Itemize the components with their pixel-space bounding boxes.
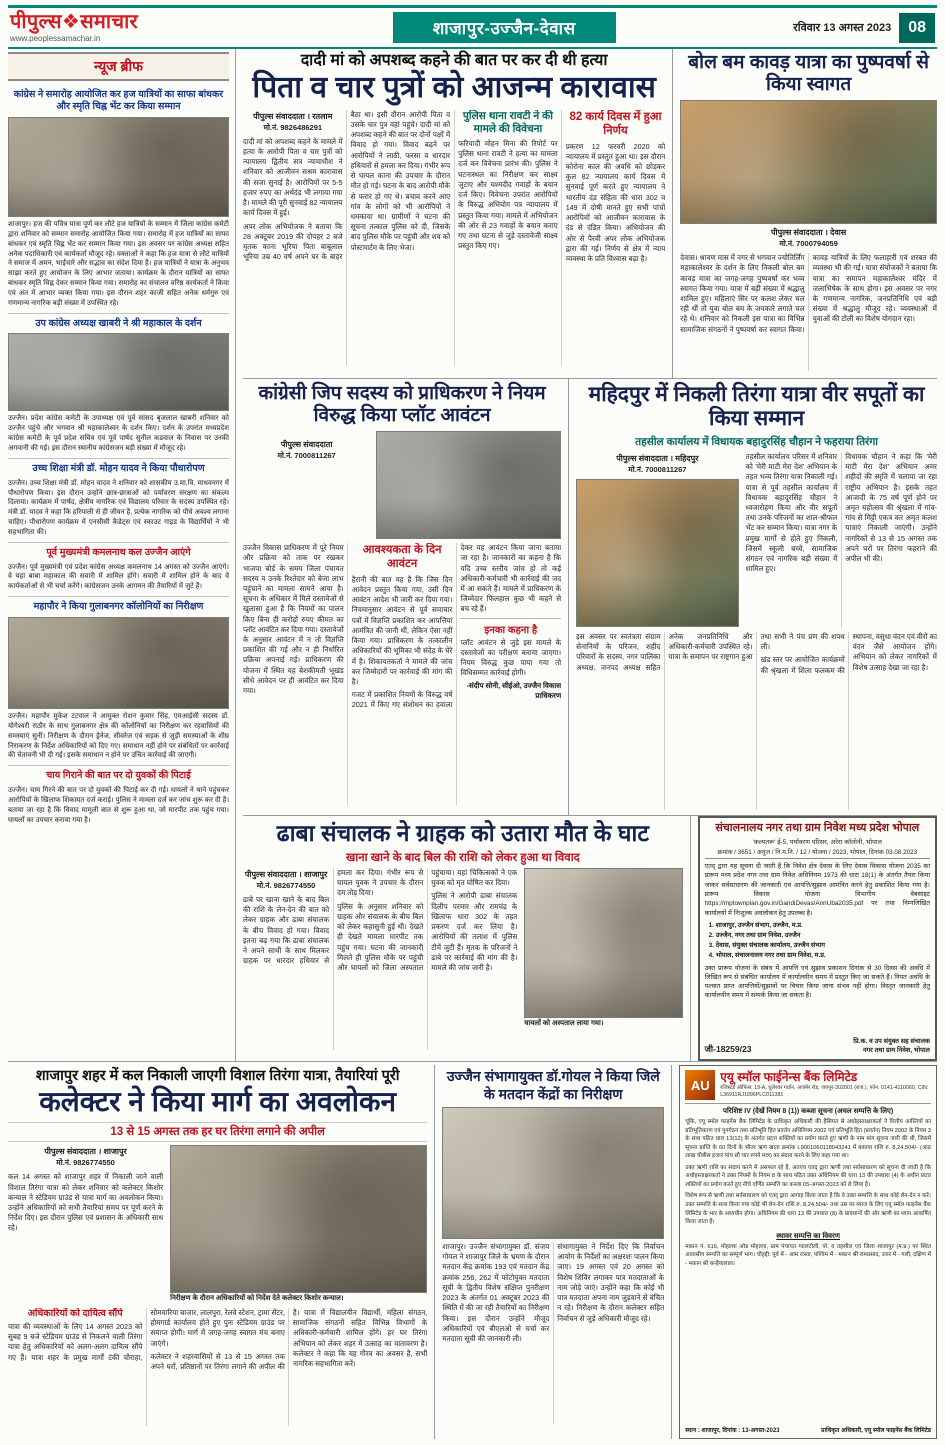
article-headline: कलेक्टर ने किया मार्ग का अवलोकन	[39, 1085, 397, 1117]
ad-registered-office: रजिस्टर्ड ऑफिस: 19-A, धुलेश्वर गार्डन, अजमेर रोड, जयपुर-302001 (राज.), फोन: 0141-4110060, CIN: L36911RJ1996PLC011381	[720, 1085, 929, 1099]
brief-heading: महापौर ने किया गुलाबनगर कॉलोनियों का निरीक्षण	[33, 601, 204, 613]
bottom-section	[8, 1061, 937, 1439]
article-kicker: दादी मां को अपशब्द कहने की बात पर कर दी थी हत्या	[300, 52, 608, 69]
notice-office-item: 1. शाजापुर, उज्जैन संभाग, उज्जैन, म.प्र.	[708, 921, 803, 929]
notice-body: एतद् द्वारा यह सूचना दी जाती है कि निवेश क्षेत्र देवास के लिए देवास विकास योजना 2035 का प्रारूप मध्य प्रदेश नगर तथा ग्राम निवेश अधिनियम 1973 की धारा 18(1) के अंतर्गत तैयार किया जाकर सर्वसाधारण की जानकारी एवं आपत्ति/सुझाव आमंत्रित करने हेतु प्रकाशित किया गया है। प्रारूप विकास योजना विभागीय वेबसाइट https://mptownplan.gov.in/GandiDevas/AnnUba2035.pdf पर तथा निम्नलिखित कार्यालयों में निःशुल्क अवलोकन हेतु उपलब्ध है।	[704, 863, 930, 917]
photo-column	[576, 452, 738, 628]
ad-place-date: स्थान : शाजापुर, दिनांक : 13-अगस्त-2023	[685, 1428, 780, 1434]
article-kicker: शाजापुर शहर में कल निकाली जाएगी विशाल तिरंगा यात्रा, तैयारियां पूरी	[35, 1068, 400, 1084]
body-paragraph: अपर लोक अभियोजक ने बताया कि 28 अक्टूबर 2019 की दोपहर 2 बजे मृतक काना भूरिया पिता बाबूलाल भूरिया उम्र 40 वर्ष अपने घर के बाहर बैठा था। इसी दौरान आरोपी पिता व उसके चार पुत्र वहां पहुंचे। दादी मां को अपशब्द कहने की बात पर दोनों पक्षों में विवाद हो गया। विवाद बढ़ने पर आरोपियों ने लाठी, फरसा व धारदार हथियारों से हमला कर दिया। गंभीर रूप से घायल काना की उपचार के दौरान मौत हो गई। घटना के बाद आरोपी मौके से फरार हो गए थे। बचाव करने आए गांव के लोगों को भी आरोपियों ने धमकाया था। ग्रामीणों ने घटना की सूचना तत्काल पुलिस को दी, जिसके बाद पुलिस मौके पर पहुंची और शव को पोस्टमार्टम के लिए भेजा।	[243, 109, 451, 262]
article-headline: कांग्रेसी जिप सदस्य को प्राधिकरण ने नियम विरुद्ध किया प्लॉट आवंटन	[258, 383, 546, 427]
article-headline: उज्जैन संभागायुक्त डॉ.गोयल ने किया जिले के मतदान केंद्रों का निरीक्षण	[446, 1068, 660, 1102]
body-paragraph: कलेक्टर ने शहरवासियों से 13 से 15 अगस्त तक अपने घरों, प्रतिष्ठानों पर तिरंगा लगाने की अपील की है। यात्रा में विद्यालयीन विद्यार्थी, महिला संगठन, सामाजिक संगठनों सहित विभिन्न विभागों के अधिकारी-कर्मचारी शामिल होंगे। हर घर तिरंगा अभियान को लेकर शहर में उत्साह का वातावरण है। कलेक्टर ने कहा कि यह गौरव का अवसर है, सभी नागरिक सहभागिता करें।	[150, 1308, 428, 1372]
article-headline: ढाबा संचालक ने ग्राहक को उतारा मौत के घाट	[276, 820, 649, 846]
body-paragraph: फरियादी मोहन मिना की रिपोर्ट पर पुलिस थाना रावटी ने हत्या का मामला दर्ज कर विवेचना प्रारंभ की। पुलिस ने घटनास्थल का निरीक्षण कर साक्ष्य जुटाए और चश्मदीद गवाहों के बयान दर्ज किए। विवेचना उपरांत आरोपियों के विरुद्ध अभियोग पत्र न्यायालय में प्रस्तुत किया गया। मामले में अभियोजन की ओर से 23 गवाहों के बयान कराए गए तथा घटना से जुड़े दस्तावेजी साक्ष्य प्रस्तुत किए गए।	[458, 139, 558, 251]
ad-property-description: मकान नं. 616, मोहल्ला ओड मोहल्ला, ग्राम पंचायत ग्वालटोली, पो. व तहसील एवं जिला शाजापुर (म.प्र.) पर स्थित आवासीय सम्पत्ति का सम्पूर्ण भाग। चौहद्दी: पूर्व में - आम रास्ता, पश्चिम में - मकान श्री रामप्रसाद, उत्तर में - गली, दक्षिण में - मकान श्री कन्हैयालाल।	[685, 1243, 931, 1267]
article-top-block	[576, 452, 937, 628]
byline-agency: पीपुल्स संवाददाता । शाजापुर	[244, 870, 328, 880]
brief-heading: उच्च शिक्षा मंत्री डॉ. मोहन यादव ने किया पौधारोपण	[32, 463, 205, 475]
byline-agency: पीपुल्स संवाददाता । शाजापुर	[44, 1147, 127, 1157]
masthead	[8, 5, 937, 49]
byline	[8, 1146, 163, 1168]
body-paragraph: पुलिस के अनुसार शनिवार को ग्राहक और संचालक के बीच बिल को लेकर कहासुनी हुई थी। देखते ही देखते मामला मारपीट तक पहुंच गया। घटना की जानकारी मिलते ही पुलिस मौके पर पहुंची और घायलों को जिला अस्पताल पहुंचाया। यहां चिकित्सकों ने एक युवक को मृत घोषित कर दिया।	[337, 868, 518, 973]
public-notice-box	[698, 816, 937, 1061]
brief-body: उज्जैन। उच्च शिक्षा मंत्री डॉ. मोहन यादव ने शनिवार को शासकीय उ.मा.वि. माधवनगर में पौधारोपण किया। इस दौरान उन्होंने छात्र-छात्राओं को पर्यावरण संरक्षण का संकल्प दिलाया। कार्यक्रम में पार्षद, क्षेत्रीय नागरिक एवं विद्यालय परिवार के सदस्य उपस्थित रहे। मंत्री डॉ. यादव ने कहा कि हरियाली से ही जीवन है, प्रत्येक नागरिक को पौधे अवश्य लगाना चाहिए। पौधारोपण कार्यक्रम में एनसीसी कैडेट्स एवं स्काउट गाइड के विद्यार्थियों ने भी सहभागिता की।	[8, 479, 229, 537]
page-number: 08	[899, 13, 935, 43]
article-plot-avantan	[243, 379, 569, 815]
brief-item-haj-samman	[8, 85, 229, 314]
body-paragraph: विधायक चौहान ने कहा कि 'मेरी माटी मेरा देश' अभियान अमर शहीदों की स्मृति में चलाया जा रहा राष्ट्रीय अभियान है। इसके तहत आजादी के 75 वर्ष पूर्ण होने पर अमृत महोत्सव की श्रृंखला में गांव-गांव से मिट्टी एकत्र कर अमृत कलश यात्राएं निकाली जाएंगी। उन्होंने नागरिकों से 13 से 15 अगस्त तक अपने घरों पर तिरंगा फहराने की अपील भी की।	[845, 451, 937, 564]
ad-signatory: प्राधिकृत अधिकारी, एयू स्मॉल फाइनेंस बैंक लिमिटेड	[821, 1428, 931, 1434]
body-paragraph: पुलिस ने आरोपी ढाबा संचालक दिलीप परमार और रामचंद्र के खिलाफ धारा 302 के तहत प्रकरण दर्ज कर लिया है। आरोपियों की तलाश में पुलिस टीमें जुटी हैं। मृतक के परिजनों ने ढाबे पर कार्रवाई की मांग की है। मामले की जांच जारी है।	[431, 891, 518, 973]
article-subhead: आवश्यकता के दिन आवंटन	[362, 544, 442, 571]
ad-footer	[685, 1424, 931, 1434]
brief-body: उज्जैन। प्रदेश कांग्रेस कमेटी के उपाध्यक्ष एवं पूर्व सांसद बृजलाल खाबरी शनिवार को उज्जैन पहुंचे और भगवान श्री महाकालेश्वर के दर्शन किए। दर्शन के उपरांत मध्यप्रदेश कांग्रेस कमेटी के पूर्व प्रदेश सचिव एवं पूर्व पार्षद सुनील कडवाल के निवास पर उनकी अगवानी की गई। इस दौरान स्थानीय कांग्रेसजन बड़ी संख्या में मौजूद रहे।	[8, 415, 229, 453]
body-paragraph: इस अवसर पर स्वतंत्रता संग्राम सेनानियों के परिजन, शहीद परिवारों के सदस्य, नगर पालिका अध्यक्ष, जनपद अध्यक्ष सहित अनेक जनप्रतिनिधि और अधिकारी-कर्मचारी उपस्थित रहे। यात्रा के समापन पर राष्ट्रगान हुआ तथा सभी ने पंच प्रण की शपथ ली।	[576, 631, 845, 672]
byline-phone: मो.नं. 9826774550	[256, 881, 316, 891]
notice-header: संचालनालय नगर तथा ग्राम निवेश मध्य प्रदेश भोपाल	[715, 822, 920, 834]
byline	[680, 227, 937, 249]
photo-mahapaur-nirikshan	[8, 617, 229, 709]
photo-column	[524, 868, 682, 1050]
photo-collector-nirikshan	[170, 1145, 427, 1293]
body-paragraph: शाजापुर। उज्जैन संभागायुक्त डॉ. संजय गोयल ने शाजापुर जिले के भ्रमण के दौरान मतदान केंद्र क्रमांक 193 एवं मतदान केंद्र क्रमांक 256, 262 में फोटोयुक्त मतदाता सूची के द्वितीय विशेष संक्षिप्त पुनरीक्षण 2023 के अंतर्गत 01 अक्टूबर 2023 की स्थिति में की जा रही तैयारियों का निरीक्षण किया। इस दौरान उन्होंने मौजूद अधिकारियों एवं बीएलओ से चर्चा कर मतदाता सूची की जानकारी ली।	[442, 1242, 550, 1343]
body-paragraph: प्रकरण 12 फरवरी 2020 को न्यायालय में प्रस्तुत हुआ था। इस दौरान कोरोना काल की अवधि को छोड़कर कुल 82 न्यायालय कार्य दिवस में सुनवाई पूर्ण करते हुए न्यायालय ने भारतीय दंड संहिता की धारा 302 व 149 में दोषी मानते हुए सभी पांचों आरोपियों को आजीवन कारावास के दंड से दंडित किया। अभियोजन की ओर से पैरवी अपर लोक अभियोजक द्वारा की गई। निर्णय से क्षेत्र में न्याय व्यवस्था के प्रति विश्वास बढ़ा है।	[565, 141, 666, 263]
edition-region-band: शाजापुर-उज्जैन-देवास	[393, 12, 616, 43]
article-subhead: 82 कार्य दिवस में हुआ निर्णय	[569, 110, 662, 138]
main-column	[236, 49, 937, 1061]
news-brief-column	[8, 49, 236, 1061]
byline-phone: मो.नं. 7000794059	[779, 239, 838, 249]
body-paragraph: तहसील कार्यालय परिसर में शनिवार को 'मेरी माटी मेरा देश' अभियान के तहत भव्य तिरंगा यात्रा निकाली गई। यात्रा से पूर्व तहसील कार्यालय में विधायक बहादुरसिंह चौहान ने ध्वजारोहण किया और वीर सपूतों तथा उनके परिजनों का शाल-श्रीफल भेंट कर सम्मान किया। यात्रा नगर के प्रमुख मार्गों से होते हुए निकली, जिसमें स्कूली बच्चे, सामाजिक संगठन एवं नागरिक बड़ी संख्या में शामिल हुए।	[745, 451, 838, 574]
byline-agency: पीपुल्स संवाददाता । देवास	[770, 228, 847, 238]
byline-agency: पीपुल्स संवाददाता । महिदपुर	[616, 453, 699, 463]
ad-body: विशेष रूप से ऋणी तथा सर्वसाधारण को एतद् द्वारा आगाह किया जाता है कि वे उक्त सम्पत्ति के साथ कोई लेन-देन न करें। उक्त सम्पत्ति के साथ किया गया कोई भी लेन-देन राशि रु. 8,24,504/- तथा उस पर ब्याज के लिए एयू स्मॉल फाइनेंस बैंक लिमिटेड के भार के अध्यधीन होगा। अधिनियम की धारा 13 की उपधारा (8) के प्रावधानों की ओर ऋणी का ध्यान आकर्षित किया जाता है।	[685, 1193, 931, 1226]
photo-hospital	[524, 868, 682, 1018]
quote-text: प्लॉट आवंटन से जुड़े इस मामले के दस्तावेजों का परीक्षण कराया जाएगा। नियम विरुद्ध कुछ पाया गया तो विधिसम्मत कार्रवाई होगी।	[460, 637, 562, 678]
date-block	[793, 13, 935, 43]
article-body	[243, 110, 665, 366]
article-body-continued	[8, 1308, 427, 1426]
brief-heading: उप कांग्रेस अध्यक्ष खाबरी ने श्री महाकाल के दर्शन	[35, 318, 202, 330]
ad-header	[685, 1070, 931, 1104]
article-dhaba-hatya	[243, 816, 691, 1061]
article-headline: पिता व चार पुत्रों को आजन्म कारावास	[252, 71, 656, 105]
issue-date: रविवार 13 अगस्त 2023	[793, 22, 892, 34]
article-ajanm-karavas	[243, 49, 673, 378]
article-subhead: 13 से 15 अगस्त तक हर घर तिरंगा लगाने की अपील	[8, 1122, 427, 1142]
photo-caption: घायलों को अस्पताल लाया गया।	[524, 1020, 604, 1028]
article-body	[243, 543, 561, 805]
newspaper-url: www.peoplessamachar.in	[10, 34, 101, 43]
article-body	[243, 868, 517, 1050]
bank-possession-notice-ad	[679, 1065, 937, 1439]
brief-body: उज्जैन। महापौर मुकेश टटवाल ने आयुक्त रोशन कुमार सिंह, एमआईसी सदस्य डॉ. योगेश्वरी राठौर के साथ गुलाबनगर क्षेत्र की कॉलोनियों का निरीक्षण कर रहवासियों की समस्याएं सुनीं। निरीक्षण के दौरान ड्रेनेज, सीवरेज एवं सड़क से जुड़ी समस्याओं के शीघ्र निराकरण के निर्देश अधिकारियों को दिए गए। समाधान नहीं होने पर संबंधितों पर कार्रवाई की चेतावनी भी दी गई। इसके समाधान न होने पर उचित कार्रवाई की जाएगी।	[8, 712, 229, 760]
ad-body: उक्त ऋणी राशि का संदाय करने में असफल रहे हैं, अतएव एतद् द्वारा ऋणी तथा सर्वसाधारण को सूचना दी जाती है कि अधोहस्ताक्षरकर्ता ने उक्त नियमों के नियम 8 के साथ पठित उक्त अधिनियम की धारा 13 की उपधारा (4) के अधीन प्रदत्त शक्तियों का प्रयोग करते हुए नीचे वर्णित सम्पत्ति का कब्जा 05-अगस्त-2023 को ले लिया है।	[685, 1164, 931, 1188]
body-paragraph: दादी मां को अपशब्द कहने के मामले में हत्या के आरोपी पिता व चार पुत्रों को न्यायालय द्वितीय सत्र न्यायाधीश ने शनिवार को आजीवन सश्रम कारावास की सजा सुनाई है। आरोपियों पर 5-5 हजार रुपए का अर्थदंड भी लगाया गया है। मामले की पूरी सुनवाई 82 न्यायालय कार्य दिवस में हुई।	[243, 136, 343, 218]
body-paragraph: संभागायुक्त ने निर्देश दिए कि निर्वाचन आयोग के निर्देशों का अक्षरशः पालन किया जाए। 19 अगस्त एवं 20 अगस्त को विशेष शिविर लगाकर पात्र मतदाताओं के नाम जोड़े जाएं। उन्होंने कहा कि कोई भी पात्र मतदाता अपना नाम जुड़वाने से वंचित न रहे। निरीक्षण के दौरान कलेक्टर सहित निर्वाचन से जुड़े अधिकारी मौजूद रहे।	[557, 1242, 665, 1323]
body-paragraph: गजट में प्रकाशित नियमों के विरुद्ध वर्ष 2021 में किए गए संशोधन का हवाला देकर यह आवंटन किया जाना बताया जा रहा है। जानकारों का कहना है कि यदि उच्च स्तरीय जांच हो तो कई अधिकारी-कर्मचारी भी कार्रवाई की जद में आ सकते हैं। मामले में प्राधिकरण के जिम्मेदार फिलहाल कुछ भी कहने से बच रहे हैं।	[351, 543, 562, 710]
brief-item-paudharopan	[8, 459, 229, 543]
byline-phone: मो.नं. 9826486291	[263, 122, 323, 132]
quote-box	[460, 618, 561, 702]
newspaper-logo: पीपुल्स❖समाचार	[10, 11, 139, 33]
article-headline: बोल बम कावड़ यात्रा का पुष्पवर्षा से किया स्वागत	[688, 52, 929, 96]
photo-matdan-kendra	[442, 1107, 664, 1239]
byline-phone: मो.नं. 7000811267	[628, 464, 687, 474]
photo-kawad-yatra	[680, 100, 937, 224]
byline	[576, 453, 738, 475]
byline-agency: पीपुल्स संवाददाता । रतलाम	[253, 111, 333, 121]
notice-code: जी-18259/23	[704, 1044, 752, 1054]
article-top-block	[8, 1145, 427, 1304]
region-band-wrap	[225, 12, 783, 43]
byline-phone: मो.नं. 7000811267	[277, 451, 336, 461]
notice-signatory	[853, 1038, 930, 1055]
article-kawad-yatra	[673, 49, 937, 378]
notice-signatory-line1: प्रि.क. व उप संयुक्त सह संचालक	[853, 1038, 930, 1046]
notice-office-list	[705, 921, 930, 961]
body-paragraph: खंड स्तर पर आयोजित कार्यक्रमों की श्रृंखला में शिला फलकम की स्थापना, वसुधा वंदन एवं वीरों का वंदन जैसे आयोजन होंगे। अभियान को लेकर नागरिकों में विशेष उत्साह देखा जा रहा है।	[760, 631, 937, 675]
article-body	[442, 1242, 664, 1424]
brief-item-kamalnath	[8, 543, 229, 597]
quote-heading: इनका कहना है	[484, 624, 538, 636]
au-bank-logo: AU	[685, 1070, 715, 1100]
ad-property-section-title: स्थावर सम्पत्ति का विवरण	[776, 1232, 840, 1240]
notice-footer	[705, 1036, 930, 1055]
brief-heading: कांग्रेस ने समारोह आयोजित कर हज यात्रियों का साफा बांधकर और स्मृति चिह्न भेंट कर किया सम्मान	[13, 89, 224, 113]
ad-body: चूंकि, एयू स्मॉल फाइनेंस बैंक लिमिटेड के प्राधिकृत अधिकारी की हैसियत से अधोहस्ताक्षरकर्ता ने वित्तीय आस्तियों का प्रतिभूतिकरण एवं पुनर्गठन तथा प्रतिभूति हित प्रवर्तन अधिनियम 2002 एवं प्रतिभूति हित (प्रवर्तन) नियम 2002 के नियम 3 के साथ पठित धारा 13(12) के अंतर्गत प्रदत्त शक्तियों का प्रयोग करते हुए ऋणी के नाम मांग सूचना जारी की थी, जिसमें सूचना प्राप्ति के 60 दिनों के भीतर ऋण खाता क्रमांक L9001060118043241 में बकाया राशि रु. 8,24,504/- (आठ लाख चौबीस हजार पांच सौ चार रुपये मात्र) का संदाय करने के लिए कहा गया था।	[685, 1119, 931, 1160]
notice-address: 'कल्पतरू' ई-5, पर्यावरण परिसर, अरेरा कॉलोनी, भोपाल	[752, 839, 882, 847]
upper-section	[8, 49, 937, 1061]
article-collector-avlokan	[8, 1065, 435, 1439]
brief-body: उज्जैन। पूर्व मुख्यमंत्री एवं प्रदेश कांग्रेस अध्यक्ष कमलनाथ 14 अगस्त को उज्जैन आएंगे। वे यहां बाबा महाकाल की सवारी में शामिल होंगे। सवारी में शामिल होने के बाद वे कार्यकर्ताओं से भी चर्चा करेंगे। कांग्रेसजन उनके आगमन की तैयारियों में जुटे हैं।	[8, 563, 229, 591]
byline	[243, 439, 370, 535]
notice-office-item: 2. उज्जैन, नगर तथा ग्राम निवेश, उज्जैन	[708, 931, 801, 939]
news-brief-title: न्यूज ब्रीफ	[8, 52, 229, 81]
article-tiranga-mahidpur	[569, 379, 937, 815]
article-text-block	[243, 868, 517, 1050]
brief-body: शाजापुर। हज की पवित्र यात्रा पूर्ण कर लौटे हज यात्रियों के सम्मान में जिला कांग्रेस कमेटी द्वारा शनिवार को सम्मान समारोह आयोजित किया गया। समारोह में हज यात्रियों का साफा बांधकर एवं स्मृति चिह्न भेंट कर सम्मान किया गया। इस अवसर पर कांग्रेस अध्यक्ष सहित अनेक पदाधिकारी एवं कार्यकर्ता मौजूद रहे। वक्ताओं ने कहा कि हज यात्रा से लौटे यात्रियों ने समाज में अमन, भाईचारे और सद्भाव का संदेश दिया है। हज यात्रियों ने यात्रा के अनुभव साझा करते हुए आयोजन के लिए आभार जताया। कार्यक्रम के दौरान यात्रियों का साफा बांधकर स्मृति चिह्न देकर सम्मान किया गया। समारोह का संचालन वरिष्ठ कार्यकर्ता ने किया एवं अंत में आभार व्यक्त किया गया। इस दौरान शहर काजी सहित अनेक धर्मगुरु एवं गणमान्य नागरिक बड़ी संख्या में उपस्थित रहे।	[8, 220, 229, 308]
brief-heading: चाय गिराने की बात पर दो युवकों की पिटाई	[46, 770, 191, 782]
photo-tiranga-yatra	[576, 479, 738, 627]
article-headline: महिदपुर में निकली तिरंगा यात्रा वीर सपूतों का किया सम्मान	[588, 383, 925, 431]
article-body	[746, 452, 937, 628]
ad-bank-name: एयू स्मॉल फाईनेन्स बैंक लिमिटेड	[720, 1069, 858, 1084]
article-text-block	[8, 1145, 163, 1304]
photo-mahakal-darshan	[8, 333, 229, 411]
body-paragraph: देवास। श्रावण मास में नगर से भगवान ज्योतिर्लिंग महाकालेश्वर के दर्शन के लिए निकली बोल बम कावड़ यात्रा का जगह-जगह पुष्पवर्षा कर भव्य स्वागत किया गया। यात्रा में बड़ी संख्या में श्रद्धालु शामिल हुए। महिलाएं सिर पर कलश लेकर चल रही थीं तो युवा बोल बम के जयकारे लगाते चल रहे थे। शनिवार को निकली इस यात्रा का विभिन्न सामाजिक संगठनों ने पुष्पवर्षा कर स्वागत किया। कावड़ यात्रियों के लिए फलाहारी एवं शरबत की व्यवस्था भी की गई। यात्रा संयोजकों ने बताया कि यात्रा का समापन महाकालेश्वर मंदिर में जलाभिषेक के साथ होगा। इस अवसर पर नगर के गणमान्य नागरिक, जनप्रतिनिधि एवं बड़ी संख्या में श्रद्धालु मौजूद रहे। व्यवस्थाओं में युवाओं की टोली का विशेष योगदान रहा।	[680, 253, 937, 334]
brief-heading: पूर्व मुख्यमंत्री कमलनाथ कल उज्जैन आएंगे	[46, 547, 191, 559]
row-top	[243, 49, 937, 379]
article-top-block	[243, 868, 683, 1050]
article-matdan-kendra-nirikshan	[435, 1065, 672, 1439]
photo-haj-samman	[8, 117, 229, 217]
article-top-block	[243, 431, 561, 539]
brief-body: उज्जैन। चाय गिरने की बात पर दो युवकों की पिटाई कर दी गई। घायलों ने थाने पहुंचकर आरोपियों के खिलाफ शिकायत दर्ज कराई। पुलिस ने मामला दर्ज कर जांच शुरू कर दी है। बताया जा रहा है कि विवाद मामूली बात से शुरू हुआ था, जो मारपीट तक पहुंच गया। घायलों का उपचार कराया गया है।	[8, 786, 229, 824]
body-paragraph: हैरानी की बात यह है कि जिस दिन आवेदन प्रस्तुत किया गया, उसी दिन आवंटन आदेश भी जारी कर दिया गया। नियमानुसार आवंटन से पूर्व समाचार पत्रों में विज्ञप्ति प्रकाशित कर आपत्तियां आमंत्रित की जानी थीं, लेकिन ऐसा नहीं किया गया। प्राधिकरण के तत्कालीन अधिकारियों की भूमिका भी संदेह के घेरे में है। शिकायतकर्ता ने मामले की जांच कर जिम्मेदारों पर कार्रवाई की मांग की है।	[351, 574, 453, 686]
notice-signatory-line2: नगर तथा ग्राम निवेश, भोपाल	[862, 1046, 930, 1054]
ad-section-title: परिशिष्ट IV (देखें नियम 8 (1)) कब्जा सूचना (अचल सम्पत्ति के लिए)	[723, 1108, 894, 1115]
article-subhead: पुलिस थाना रावटी ने की मामले की विवेचना	[462, 109, 553, 135]
row-lower-middle	[243, 816, 937, 1061]
body-paragraph: कल 14 अगस्त को शाजापुर शहर में निकाली जाने वाली विशाल तिरंगा यात्रा को लेकर शनिवार को कलेक्टर किशोर कन्याल ने स्टेडियम ग्राउंड से यात्रा मार्ग का अवलोकन किया। उन्होंने अधिकारियों को सभी तैयारियां समय पर पूर्ण करने के निर्देश दिए। इस दौरान पुलिस एवं प्रशासन के अधिकारी साथ रहे।	[8, 1172, 164, 1233]
byline	[243, 869, 329, 891]
brief-item-mahakal-darshan	[8, 314, 229, 459]
article-subhead: खाना खाने के बाद बिल की राशि को लेकर हुआ था विवाद	[345, 851, 580, 864]
body-paragraph: उज्जैन विकास प्राधिकरण में पूरे नियम और प्रक्रिया को ताक पर रखकर भाजपा बोर्ड के समय जिला पंचायत सदस्य व उनके रिश्तेदार को बेजा लाभ पहुंचाने का मामला सामने आया है। सूचना के अधिकार में मिले दस्तावेजों से खुलासा हुआ है कि नियमों का पालन किए बिना ही करोड़ों रुपए कीमत का प्लॉट आवंटित कर दिया गया। दस्तावेजों के अनुसार आवंटन में न तो विज्ञप्ति प्रकाशित की गई और न ही निर्धारित प्रक्रिया अपनाई गई। प्राधिकरण की योजना में स्थित यह बेशकीमती भूखंड सीधे आवेदन पर ही आवंटित कर दिया गया।	[243, 543, 344, 696]
brief-item-pitai	[8, 766, 229, 829]
notice-office-item: 4. भोपाल, संचालनालय नगर तथा ग्राम निवेश, म.प्र.	[708, 951, 826, 959]
public-notice-wrap	[691, 816, 937, 1061]
article-subhead: तहसील कार्यालय में विधायक बहादुरसिंह चौहान ने फहराया तिरंगा	[635, 435, 878, 448]
notice-reference-number: क्रमांक / 3651 / अनुज / नि.म.नि. / 12 / योजना / 2023, भोपाल, दिनांक 03.08.2023	[705, 847, 930, 859]
article-body-continued	[576, 632, 937, 810]
byline-phone: मो.नं. 9826774550	[56, 1158, 115, 1168]
bank-ad-wrap	[672, 1065, 937, 1439]
byline-agency: पीपुल्स संवाददाता	[280, 440, 333, 450]
photo-column	[170, 1145, 427, 1304]
notice-office-item: 3. देवास, संयुक्त संचालक कार्यालय, उज्जैन संभाग	[708, 941, 825, 949]
notice-body: उक्त प्रारूप योजना के संबंध में आपत्ति एवं सुझाव प्रकाशन दिनांक से 30 दिवस की अवधि में लिखित रूप से संबंधित कार्यालय में कार्यालयीन समय में प्रस्तुत किए जा सकते हैं। नियत अवधि के पश्चात प्राप्त आपत्तियों/सुझावों पर विचार किया जाना संभव नहीं होगा। विस्तृत जानकारी हेतु कार्यालयीन समय में सम्पर्क किया जा सकता है।	[704, 964, 930, 1000]
byline	[243, 111, 343, 133]
row-middle	[243, 379, 937, 816]
brief-item-mahapaur-nirikshan	[8, 597, 229, 766]
article-subhead: अधिकारियों को दायित्व सौंपे	[27, 1308, 123, 1320]
photo-plot-avantan	[376, 431, 561, 539]
article-body	[680, 253, 937, 371]
logo-block	[10, 12, 215, 43]
photo-caption: निरीक्षण के दौरान अधिकारियों को निर्देश देते कलेक्टर किशोर कन्याल।	[170, 1295, 344, 1303]
ad-title-block	[720, 1071, 931, 1099]
body-paragraph: ढाबे पर खाना खाने के बाद बिल की राशि के लेन-देन की बात को लेकर ग्राहक और ढाबा संचालक के बीच विवाद हो गया। विवाद इतना बढ़ गया कि ढाबा संचालक ने अपने साथी के साथ मिलकर ग्राहक पर धारदार हथियार से हमला कर दिया। गंभीर रूप से घायल युवक ने उपचार के दौरान दम तोड़ दिया।	[243, 868, 424, 966]
body-paragraph: यात्रा की व्यवस्थाओं के लिए 14 अगस्त 2023 को सुबह 9 बजे स्टेडियम ग्राउंड से निकलने वाली तिरंगा यात्रा हेतु अधिकारियों को अलग-अलग दायित्व सौंपे गए हैं। यात्रा शहर के प्रमुख मार्गों टंकी चौराहा, सोमवारिया बाजार, लालपुरा, रेलवे स्टेशन, ट्रामा सेंटर, होमगार्ड कार्यालय होते हुए पुनः स्टेडियम ग्राउंड पर समाप्त होगी। मार्ग में जगह-जगह स्वागत मंच बनाए जाएंगे।	[8, 1308, 285, 1362]
quote-attribution: -संदीप सोनी, सीईओ, उज्जैन विकास प्राधिकरण	[466, 681, 562, 701]
